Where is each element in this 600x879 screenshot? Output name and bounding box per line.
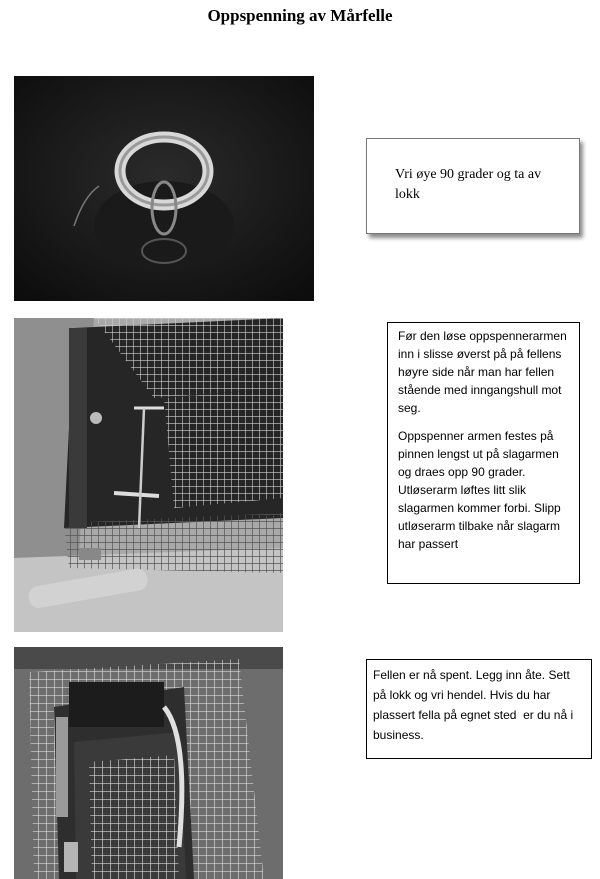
step-2-textbox	[387, 322, 580, 584]
step-3-textbox	[366, 659, 592, 759]
step-1-text: Vri øye 90 grader og ta av lokk	[395, 167, 542, 202]
cage-side-photo	[14, 318, 283, 632]
step-1-textbox	[366, 138, 580, 234]
eye-bolt-photo	[14, 76, 314, 301]
step-2-paragraph-1: Før den løse oppspennerarmen inn i slisse øverst på på fellens høyre side når man har fellen stående med inngangshull mot seg.	[398, 329, 567, 415]
cage-open-top-photo	[14, 647, 283, 879]
step-3-text: Fellen er nå spent. Legg inn åte. Sett på lokk og vri hendel. Hvis du har plassert fella på egnet sted er du nå i business.	[373, 668, 577, 742]
page-title: Oppspenning av Mårfelle	[207, 6, 393, 25]
step-2-paragraph-2: Oppspenner armen festes på pinnen lengst ut på slagarmen og draes opp 90 grader. Utløserarm løftes litt slik slagarmen kommer forbi. Slipp utløserarm tilbake når slagarm har passert	[398, 429, 561, 551]
